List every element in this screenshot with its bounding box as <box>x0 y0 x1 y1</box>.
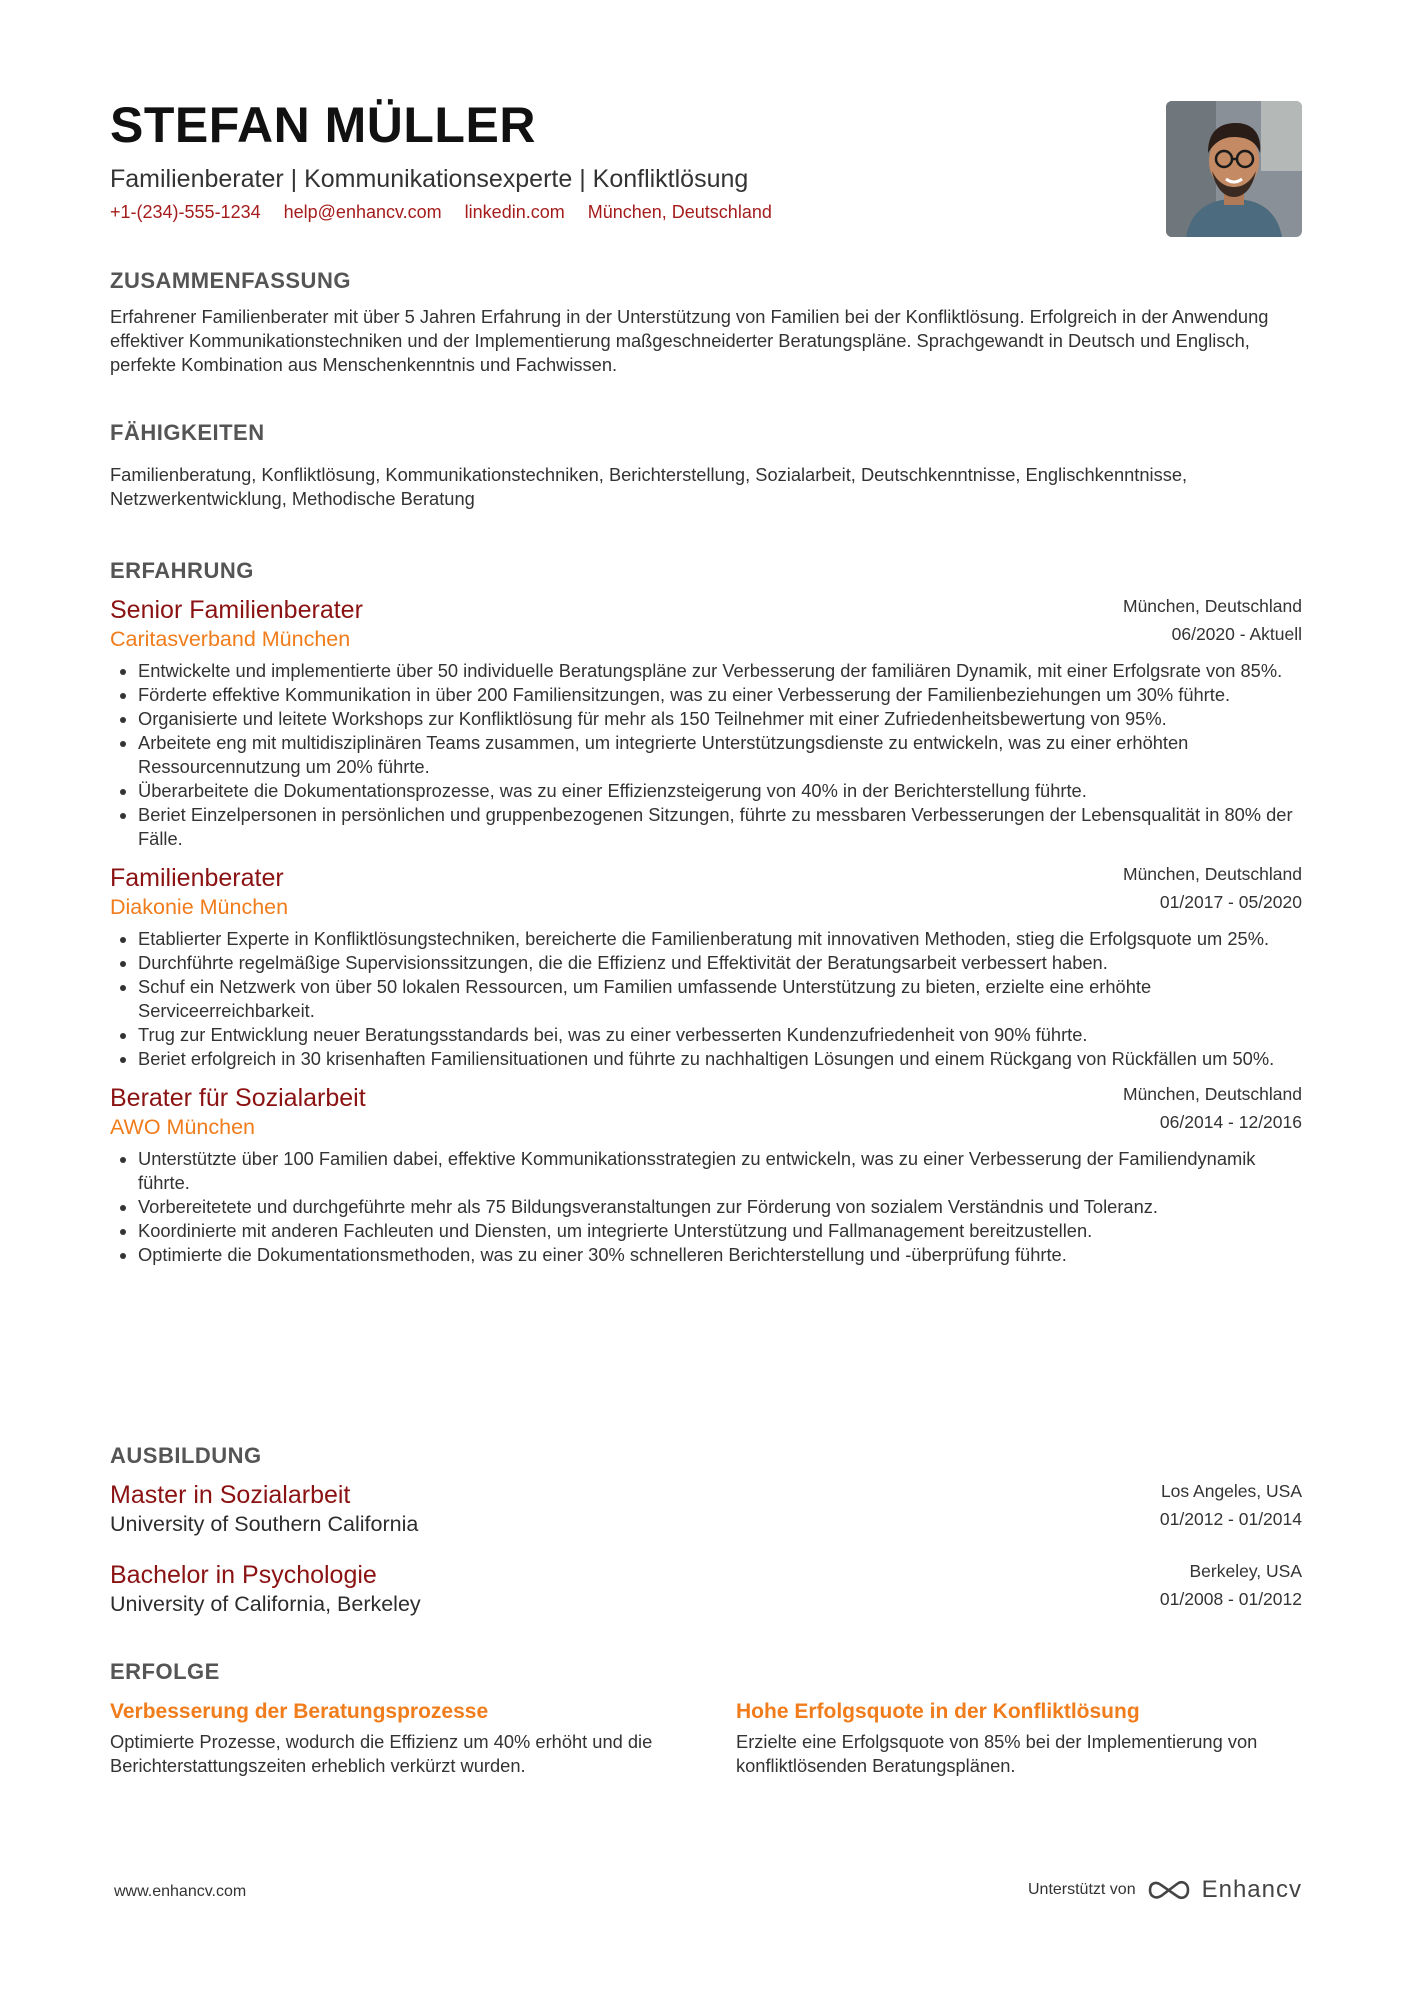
education-dates: 01/2008 - 01/2012 <box>1159 1589 1302 1609</box>
achievement-title: Verbesserung der Beratungsprozesse <box>110 1700 489 1723</box>
job-role: Senior Familienberater <box>110 596 363 624</box>
job-role: Berater für Sozialarbeit <box>110 1084 366 1112</box>
education-dates: 01/2012 - 01/2014 <box>1159 1509 1302 1529</box>
job-entry <box>110 1083 1302 1267</box>
skills-text: Familienberatung, Konfliktlösung, Kommunikationstechniken, Berichterstellung, Sozialarbeit, Deutschkenntnisse, Englischkenntnisse, Netzwerkentwicklung, Methodische Beratung <box>110 464 1188 509</box>
job-org: Diakonie München <box>110 895 289 919</box>
list-item: • Entwickelte und implementierte über 50 individuelle Beratungspläne zur Verbesserung der familiären Dynamik, mit einer Erfolgsrate von 85%. <box>138 659 1302 683</box>
enhancv-logo-icon <box>1146 1877 1192 1903</box>
summary-section <box>110 267 1302 377</box>
experience-section <box>110 557 1302 1267</box>
list-item: • Förderte effektive Kommunikation in über 200 Familiensitzungen, was zu einer Verbesserung der Familienbeziehungen um 30% führte. <box>138 683 1302 707</box>
list-item: • Überarbeitete die Dokumentationsprozesse, was zu einer Effizienzsteigerung von 40% in der Berichterstellung führte. <box>138 779 1302 803</box>
headline: Familienberater | Kommunikationsexperte | Konfliktlösung <box>110 165 749 193</box>
job-bullets <box>110 659 1302 851</box>
education-location: Los Angeles, USA <box>1160 1481 1302 1501</box>
achievement-desc: Optimierte Prozesse, wodurch die Effizienz um 40% erhöht und die Berichterstattungszeiten erheblich verkürzt wurden. <box>110 1731 653 1776</box>
job-entry <box>110 595 1302 851</box>
candidate-name: STEFAN MÜLLER <box>110 97 536 153</box>
list-item: • Optimierte die Dokumentationsmethoden, was zu einer 30% schnelleren Berichterstellung und -überprüfung führte. <box>138 1243 1302 1267</box>
list-item: • Koordinierte mit anderen Fachleuten und Diensten, um integrierte Unterstützung und Fallmanagement bereitzustellen. <box>138 1219 1302 1243</box>
list-item: • Schuf ein Netzwerk von über 50 lokalen Ressourcen, um Familien umfassende Unterstützung zu bieten, erzielte eine erhöhte Serviceerreichbarkeit. <box>138 975 1302 1023</box>
job-bullets <box>110 1147 1302 1267</box>
skills-section <box>110 419 1302 511</box>
job-dates: 06/2014 - 12/2016 <box>1159 1112 1302 1132</box>
phone[interactable]: +1-(234)-555-1234 <box>110 202 261 222</box>
achievement-title: Hohe Erfolgsquote in der Konfliktlösung <box>736 1700 1140 1723</box>
powered-by-label: Unterstützt von <box>1027 1881 1136 1898</box>
brand-name: Enhancv <box>1201 1876 1302 1903</box>
skills-title: FÄHIGKEITEN <box>110 420 265 445</box>
education-section <box>110 1442 1302 1618</box>
job-location: München, Deutschland <box>1123 1084 1302 1104</box>
achievement-desc: Erzielte eine Erfolgsquote von 85% bei der Implementierung von konfliktlösenden Beratungsplänen. <box>736 1731 1258 1776</box>
summary-text: Erfahrener Familienberater mit über 5 Jahren Erfahrung in der Unterstützung von Familien bei der Konfliktlösung. Erfolgreich in der Anwendung effektiver Kommunikationstechniken und der Implementierung maßgeschneiderter Beratungspläne. Sprachgewandt in Deutsch und Englisch, perfekte Kombination aus Menschenkenntnis und Fachwissen. <box>110 306 1269 375</box>
achievement-card <box>736 1698 1302 1778</box>
achievement-card <box>110 1698 676 1778</box>
list-item: • Organisierte und leitete Workshops zur Konfliktlösung für mehr als 150 Teilnehmer mit einer Zufriedenheitsbewertung von 95%. <box>138 707 1302 731</box>
footer-website[interactable]: www.enhancv.com <box>114 1883 247 1900</box>
achievements-grid <box>110 1698 1302 1778</box>
achievements-title: ERFOLGE <box>110 1659 220 1684</box>
degree: Master in Sozialarbeit <box>110 1481 351 1509</box>
avatar-image <box>1166 101 1302 237</box>
education-entry <box>110 1480 1302 1538</box>
resume-header <box>110 96 1302 224</box>
education-location: Berkeley, USA <box>1189 1561 1302 1581</box>
job-org: Caritasverband München <box>110 627 351 651</box>
list-item: • Arbeitete eng mit multidisziplinären Teams zusammen, um integrierte Unterstützungsdienste zu entwickeln, was zu einer erhöhten Ressourcennutzung um 20% führte. <box>138 731 1302 779</box>
list-item: • Trug zur Entwicklung neuer Beratungsstandards bei, was zu einer verbesserten Kundenzufriedenheit von 90% führte. <box>138 1023 1302 1047</box>
job-role: Familienberater <box>110 864 284 892</box>
job-org: AWO München <box>110 1115 255 1139</box>
education-entry <box>110 1560 1302 1618</box>
summary-title: ZUSAMMENFASSUNG <box>110 268 351 293</box>
list-item: • Beriet Einzelpersonen in persönlichen und gruppenbezogenen Sitzungen, führte zu messbaren Verbesserungen der Lebensqualität in 80% der Fälle. <box>138 803 1302 851</box>
achievements-section <box>110 1658 1302 1778</box>
school: University of California, Berkeley <box>110 1592 421 1616</box>
list-item: • Vorbereitetete und durchgeführte mehr als 75 Bildungsveranstaltungen zur Förderung von sozialem Verständnis und Toleranz. <box>138 1195 1302 1219</box>
education-title: AUSBILDUNG <box>110 1443 262 1468</box>
job-dates: 01/2017 - 05/2020 <box>1159 892 1302 912</box>
degree: Bachelor in Psychologie <box>110 1561 377 1589</box>
linkedin-link[interactable]: linkedin.com <box>464 202 565 222</box>
location: München, Deutschland <box>587 202 772 222</box>
job-entry <box>110 863 1302 1071</box>
list-item: • Etablierter Experte in Konfliktlösungstechniken, bereicherte die Familienberatung mit innovativen Methoden, stieg die Erfolgsquote um 25%. <box>138 927 1302 951</box>
list-item: • Durchführte regelmäßige Supervisionssitzungen, die die Effizienz und Effektivität der Beratungsarbeit verbessert haben. <box>138 951 1302 975</box>
contact-line <box>110 200 1302 224</box>
experience-title: ERFAHRUNG <box>110 558 254 583</box>
job-location: München, Deutschland <box>1123 864 1302 884</box>
school: University of Southern California <box>110 1512 419 1536</box>
profile-photo <box>1166 101 1302 237</box>
email[interactable]: help@enhancv.com <box>283 202 442 222</box>
job-location: München, Deutschland <box>1123 596 1302 616</box>
list-item: • Beriet erfolgreich in 30 krisenhaften Familiensituationen und führte zu nachhaltigen Lösungen und einem Rückgang von Rückfällen um 50%. <box>138 1047 1302 1071</box>
footer-branding <box>1028 1876 1302 1904</box>
job-dates: 06/2020 - Aktuell <box>1171 624 1302 644</box>
job-bullets <box>110 927 1302 1071</box>
list-item: • Unterstützte über 100 Familien dabei, effektive Kommunikationsstrategien zu entwickeln, was zu einer Verbesserung der Familiendynamik führte. <box>138 1147 1302 1195</box>
